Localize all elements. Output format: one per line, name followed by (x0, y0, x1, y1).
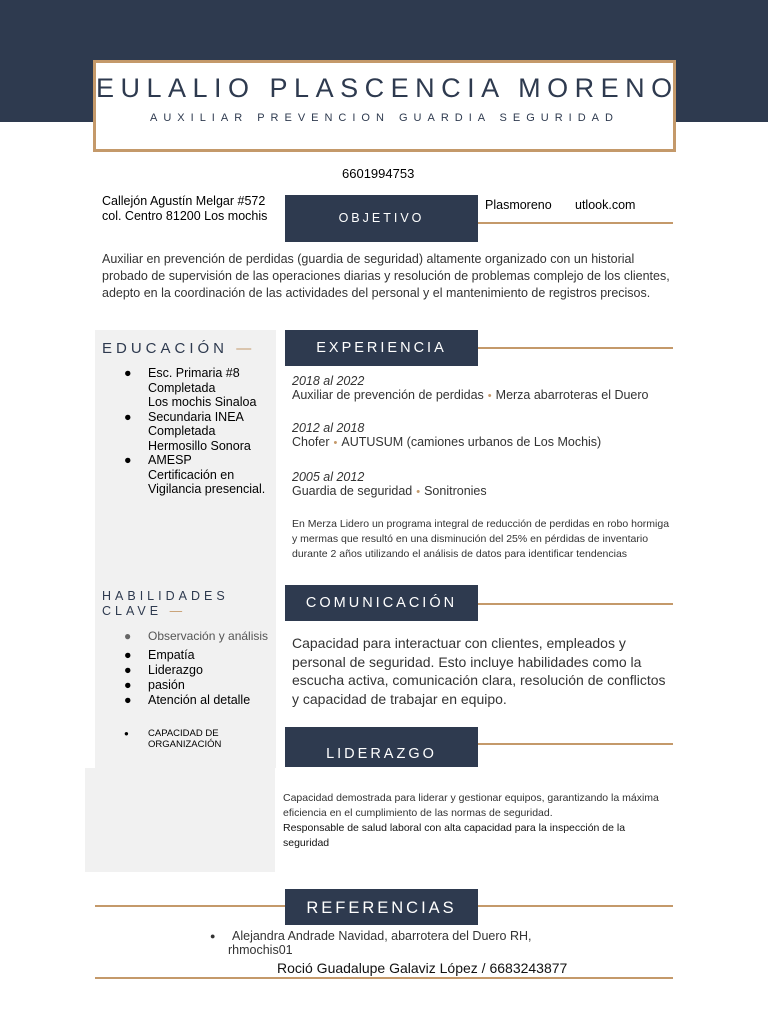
section-header-liderazgo: LIDERAZGO (285, 727, 478, 767)
reference-2: Roció Guadalupe Galaviz López / 6683243877 (277, 960, 568, 976)
skill-item: ● Liderazgo (124, 663, 203, 677)
reference-item: ● Alejandra Andrade Navidad, abarrotera del Duero RH, rhmochis01 (210, 929, 532, 957)
education-item: ● Esc. Primaria #8 Completada Los mochis Sinaloa (124, 366, 257, 409)
job-entry: 2012 al 2018 Chofer • AUTUSUM (camiones urbanos de Los Mochis) (292, 421, 672, 450)
experiencia-summary: En Merza Lidero un programa integral de reducción de perdidas en robo hormiga y mermas que resultó en una disminución del 25% en pérdidas de inventario durante 2 años utilizando el análisis de datos para identificar tendencias (292, 518, 670, 560)
habilidades-dash: — (169, 604, 183, 618)
candidate-name: EULALIO PLASCENCIA MORENO (96, 73, 679, 103)
job-role: Auxiliar de prevención de perdidas (292, 388, 484, 402)
section-header-referencias: REFERENCIAS (285, 889, 478, 925)
address-line1: Callejón Agustín Melgar #572 (102, 194, 266, 208)
skill-item: ● pasión (124, 678, 185, 692)
job-period: 2012 al 2018 (292, 421, 365, 435)
job-company: Merza abarroteras el Duero (495, 388, 649, 402)
divider-bottom (95, 977, 673, 979)
comunicacion-text: Capacidad para interactuar con clientes, empleados y personal de seguridad. Esto incluye habilidades como la escucha activa, comunicación clara, resolución de conflictos y capacidad de trabajar en equipo. (292, 635, 666, 707)
educacion-dash: — (236, 340, 252, 357)
reference-1-line2: rhmochis01 (228, 943, 293, 957)
email-part1: Plasmoreno (485, 198, 552, 212)
candidate-subtitle: AUXILIAR PREVENCION GUARDIA SEGURIDAD (150, 112, 619, 124)
divider-experiencia (478, 347, 673, 349)
liderazgo-text1: Capacidad demostrada para liderar y gestionar equipos, garantizando la máxima eficiencia en el cumplimiento de las normas de seguridad. (283, 792, 659, 819)
section-header-habilidades (102, 589, 229, 619)
divider-liderazgo (478, 743, 673, 745)
educacion-title: EDUCACIÓN (102, 340, 229, 357)
job-company: Sonitronies (424, 484, 487, 498)
objetivo-text: Auxiliar en prevención de perdidas (guardia de seguridad) altamente organizado con un historial probado de supervisión de las operaciones diarias y resolución de problemas complejo de los clientes, adepto en la coordinación de las actividades del personal y el mantenimiento de registros precisos. (102, 252, 670, 300)
habilidades-title-line2: CLAVE (102, 604, 163, 618)
skill-item: ● Observación y análisis (124, 629, 269, 643)
name-box (93, 60, 679, 152)
section-header-educacion (102, 340, 251, 357)
liderazgo-text2: Responsable de salud laboral con alta capacidad para la inspección de la seguridad (283, 822, 626, 849)
habilidades-title-line1: HABILIDADES (102, 589, 229, 603)
skill-item: ● Empatía (124, 648, 195, 662)
skills-extra (124, 728, 283, 750)
sidebar-panel-bottom (85, 768, 275, 872)
reference-1-line1: Alejandra Andrade Navidad, abarrotera del Duero RH, (232, 929, 532, 943)
job-company: AUTUSUM (camiones urbanos de Los Mochis) (341, 435, 602, 449)
education-list (124, 366, 278, 497)
address-line2: col. Centro 81200 Los mochis (102, 209, 268, 223)
job-role: Guardia de seguridad (292, 484, 413, 498)
job-period: 2005 al 2012 (292, 470, 365, 484)
job-entry: 2005 al 2012 Guardia de seguridad • Sonitronies (292, 470, 672, 499)
job-entry: 2018 al 2022 Auxiliar de prevención de perdidas • Merza abarroteras el Duero (292, 374, 672, 403)
job-period: 2018 al 2022 (292, 374, 365, 388)
section-header-comunicacion: COMUNICACIÓN (285, 585, 478, 621)
job-role: Chofer (292, 435, 330, 449)
divider-objetivo (478, 222, 673, 224)
address (102, 194, 267, 224)
phone-number: 6601994753 (342, 166, 415, 181)
section-header-experiencia: EXPERIENCIA (285, 330, 478, 366)
skill-item: ● Atención al detalle (124, 693, 251, 707)
email-part2: utlook.com (575, 198, 636, 212)
skill-item: ● CAPACIDAD DE ORGANIZACIÓN (124, 728, 222, 750)
education-item: ● Secundaria INEA Completada Hermosillo Sonora (124, 409, 251, 453)
section-header-objetivo: OBJETIVO (285, 195, 478, 242)
education-item: ● AMESP Certificación en Vigilancia presencial. (124, 453, 266, 496)
divider-comunicacion (478, 603, 673, 605)
skills-list (124, 629, 283, 708)
